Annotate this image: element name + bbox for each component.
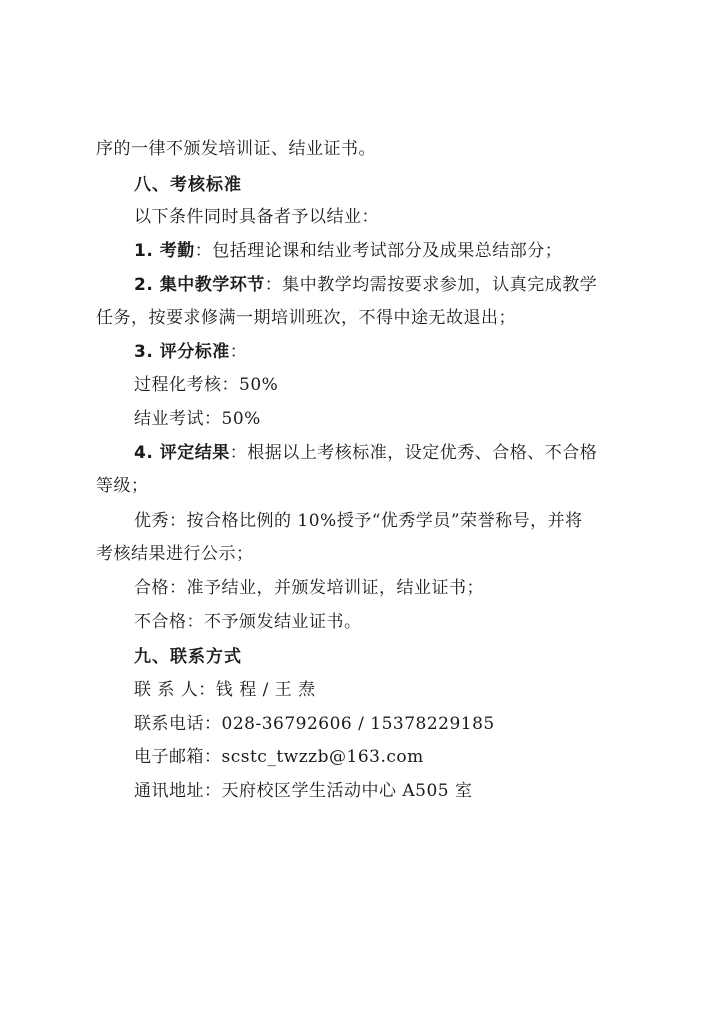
contact-person: 联 系 人：钱 程 / 王 焘: [134, 680, 316, 700]
score-final-exam: 结业考试：50%: [134, 409, 261, 429]
criteria-text: ：包括理论课和结业考试部分及成果总结部分；: [194, 241, 563, 261]
criteria-label: 2. 集中教学环节: [134, 275, 265, 295]
grade-pass: 合格：准予结业，并颁发培训证，结业证书；: [134, 578, 484, 598]
criteria-label: 3. 评分标准: [134, 342, 230, 362]
criteria-text: ：集中教学均需按要求参加，认真完成教学: [264, 275, 598, 295]
grade-excellent: 优秀：按合格比例的 10%授予“优秀学员”荣誉称号，并将: [134, 511, 583, 531]
criteria-item-3: [134, 341, 247, 363]
paragraph-continuation: [96, 138, 376, 160]
criteria-item-2-continuation: 任务，按要求修满一期培训班次，不得中途无故退出；: [96, 308, 516, 328]
criteria-label: 4. 评定结果: [134, 443, 230, 463]
grade-fail: 不合格：不予颁发结业证书。: [134, 612, 362, 632]
criteria-item-1: [134, 240, 562, 262]
contact-email: 电子邮箱：scstc_twzzb@163.com: [134, 747, 424, 767]
contact-address: 通讯地址：天府校区学生活动中心 A505 室: [134, 781, 473, 801]
criteria-label: 1. 考勤: [134, 241, 195, 261]
section-heading-9: 九、联系方式: [134, 647, 242, 667]
contact-phone: 联系电话：028-36792606 / 15378229185: [134, 714, 495, 734]
grade-excellent-continuation: 考核结果进行公示；: [96, 544, 254, 564]
criteria-text: ：: [229, 342, 248, 362]
paragraph-intro: 以下条件同时具备者予以结业：: [134, 207, 379, 227]
score-process: 过程化考核：50%: [134, 375, 279, 395]
criteria-item-4: [134, 442, 597, 464]
section-heading-8: 八、考核标准: [134, 175, 242, 195]
criteria-item-4-continuation: 等级；: [96, 476, 149, 496]
criteria-text: ：根据以上考核标准，设定优秀、合格、不合格: [229, 443, 598, 463]
criteria-item-2: [134, 274, 597, 296]
text: 序的一律不颁发培训证、结业证书。: [96, 139, 376, 159]
